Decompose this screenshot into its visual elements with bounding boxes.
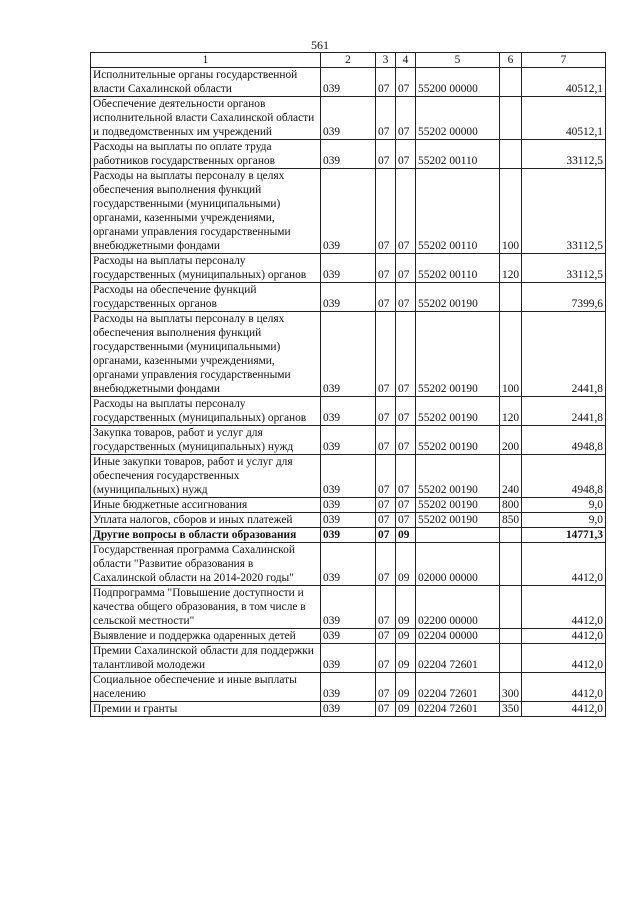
amount-cell: 4948,8 [522, 426, 606, 455]
table-row [91, 586, 606, 629]
amount-cell: 4412,0 [522, 673, 606, 702]
subsection-code-cell: 07 [396, 140, 416, 169]
target-article-cell: 02204 72601 [416, 702, 500, 717]
header-cell-amount: 7 [522, 53, 606, 68]
name-cell: Расходы на выплаты персоналу государственных (муниципальных) органов [91, 397, 321, 426]
name-cell: Премии Сахалинской области для поддержки талантливой молодежи [91, 644, 321, 673]
table-row [91, 140, 606, 169]
amount-cell: 14771,3 [522, 528, 606, 543]
section-code-cell: 07 [376, 140, 396, 169]
expense-type-cell: 300 [500, 673, 522, 702]
target-article-cell: 55202 00190 [416, 455, 500, 498]
expense-type-cell [500, 140, 522, 169]
expense-type-cell: 120 [500, 397, 522, 426]
name-cell: Социальное обеспечение и иные выплаты населению [91, 673, 321, 702]
target-article-cell: 02000 00000 [416, 543, 500, 586]
table-row [91, 68, 606, 97]
ministry-code-cell: 039 [321, 673, 376, 702]
expense-type-cell [500, 543, 522, 586]
ministry-code-cell: 039 [321, 513, 376, 528]
section-code-cell: 07 [376, 629, 396, 644]
amount-cell: 40512,1 [522, 97, 606, 140]
ministry-code-cell: 039 [321, 97, 376, 140]
section-code-cell: 07 [376, 528, 396, 543]
name-cell: Иные закупки товаров, работ и услуг для обеспечения государственных (муниципальных) нужд [91, 455, 321, 498]
section-code-cell: 07 [376, 543, 396, 586]
amount-cell: 33112,5 [522, 254, 606, 283]
name-cell: Другие вопросы в области образования [91, 528, 321, 543]
name-cell: Премии и гранты [91, 702, 321, 717]
name-cell: Иные бюджетные ассигнования [91, 498, 321, 513]
expense-type-cell [500, 644, 522, 673]
table-row [91, 397, 606, 426]
target-article-cell: 55202 00190 [416, 397, 500, 426]
table-row [91, 254, 606, 283]
ministry-code-cell: 039 [321, 586, 376, 629]
subsection-code-cell: 07 [396, 97, 416, 140]
ministry-code-cell: 039 [321, 169, 376, 254]
table-row [91, 528, 606, 543]
ministry-code-cell: 039 [321, 528, 376, 543]
amount-cell: 33112,5 [522, 140, 606, 169]
header-cell-target-article: 5 [416, 53, 500, 68]
target-article-cell: 02204 00000 [416, 629, 500, 644]
subsection-code-cell: 09 [396, 586, 416, 629]
target-article-cell: 02200 00000 [416, 586, 500, 629]
target-article-cell: 55202 00190 [416, 513, 500, 528]
expense-type-cell: 350 [500, 702, 522, 717]
amount-cell: 2441,8 [522, 312, 606, 397]
expense-type-cell: 240 [500, 455, 522, 498]
amount-cell: 2441,8 [522, 397, 606, 426]
name-cell: Выявление и поддержка одаренных детей [91, 629, 321, 644]
section-code-cell: 07 [376, 169, 396, 254]
amount-cell: 4412,0 [522, 702, 606, 717]
subsection-code-cell: 07 [396, 254, 416, 283]
section-code-cell: 07 [376, 513, 396, 528]
subsection-code-cell: 09 [396, 702, 416, 717]
name-cell: Расходы на выплаты персоналу в целях обеспечения выполнения функций государственными (муниципальными) органами, казенными учреждениями, органами управления государственными внебюджетными фондами [91, 312, 321, 397]
expense-type-cell: 200 [500, 426, 522, 455]
table-row [91, 426, 606, 455]
section-code-cell: 07 [376, 455, 396, 498]
section-code-cell: 07 [376, 397, 396, 426]
name-cell: Подпрограмма "Повышение доступности и качества общего образования, в том числе в сельской местности" [91, 586, 321, 629]
ministry-code-cell: 039 [321, 283, 376, 312]
amount-cell: 4948,8 [522, 455, 606, 498]
target-article-cell: 55202 00190 [416, 312, 500, 397]
section-code-cell: 07 [376, 586, 396, 629]
target-article-cell: 55202 00110 [416, 254, 500, 283]
name-cell: Расходы на выплаты персоналу в целях обеспечения выполнения функций государственными (муниципальными) органами, казенными учреждениями, органами управления государственными внебюджетными фондами [91, 169, 321, 254]
page-number: 561 [311, 38, 329, 52]
header-cell-ministry: 2 [321, 53, 376, 68]
ministry-code-cell: 039 [321, 543, 376, 586]
expense-type-cell [500, 283, 522, 312]
header-cell-expense-type: 6 [500, 53, 522, 68]
header-cell-subsection: 4 [396, 53, 416, 68]
amount-cell: 4412,0 [522, 543, 606, 586]
expense-type-cell: 100 [500, 169, 522, 254]
target-article-cell: 55202 00190 [416, 498, 500, 513]
ministry-code-cell: 039 [321, 254, 376, 283]
amount-cell: 7399,6 [522, 283, 606, 312]
ministry-code-cell: 039 [321, 498, 376, 513]
table-row [91, 644, 606, 673]
target-article-cell: 02204 72601 [416, 673, 500, 702]
target-article-cell: 55202 00000 [416, 97, 500, 140]
subsection-code-cell: 09 [396, 543, 416, 586]
expense-type-cell [500, 97, 522, 140]
subsection-code-cell: 07 [396, 455, 416, 498]
name-cell: Закупка товаров, работ и услуг для государственных (муниципальных) нужд [91, 426, 321, 455]
expense-type-cell: 800 [500, 498, 522, 513]
target-article-cell: 55200 00000 [416, 68, 500, 97]
ministry-code-cell: 039 [321, 629, 376, 644]
table-row [91, 543, 606, 586]
table-row [91, 629, 606, 644]
header-cell-name: 1 [91, 53, 321, 68]
section-code-cell: 07 [376, 644, 396, 673]
name-cell: Обеспечение деятельности органов исполнительной власти Сахалинской области и подведомственных им учреждений [91, 97, 321, 140]
section-code-cell: 07 [376, 312, 396, 397]
subsection-code-cell: 09 [396, 644, 416, 673]
subsection-code-cell: 07 [396, 283, 416, 312]
name-cell: Уплата налогов, сборов и иных платежей [91, 513, 321, 528]
section-code-cell: 07 [376, 426, 396, 455]
amount-cell: 4412,0 [522, 586, 606, 629]
table-row [91, 455, 606, 498]
name-cell: Исполнительные органы государственной власти Сахалинской области [91, 68, 321, 97]
section-code-cell: 07 [376, 283, 396, 312]
expense-type-cell: 850 [500, 513, 522, 528]
ministry-code-cell: 039 [321, 68, 376, 97]
ministry-code-cell: 039 [321, 397, 376, 426]
subsection-code-cell: 07 [396, 169, 416, 254]
subsection-code-cell: 07 [396, 513, 416, 528]
name-cell: Расходы на обеспечение функций государственных органов [91, 283, 321, 312]
ministry-code-cell: 039 [321, 312, 376, 397]
table-row [91, 97, 606, 140]
ministry-code-cell: 039 [321, 140, 376, 169]
name-cell: Расходы на выплаты персоналу государственных (муниципальных) органов [91, 254, 321, 283]
table-row [91, 498, 606, 513]
amount-cell: 4412,0 [522, 644, 606, 673]
target-article-cell: 55202 00110 [416, 140, 500, 169]
section-code-cell: 07 [376, 498, 396, 513]
expense-type-cell: 100 [500, 312, 522, 397]
subsection-code-cell: 09 [396, 528, 416, 543]
target-article-cell [416, 528, 500, 543]
expense-type-cell [500, 528, 522, 543]
header-cell-section: 3 [376, 53, 396, 68]
table-header-row [91, 53, 606, 68]
table-row [91, 283, 606, 312]
expense-type-cell [500, 629, 522, 644]
section-code-cell: 07 [376, 97, 396, 140]
budget-table [90, 52, 606, 717]
name-cell: Государственная программа Сахалинской области "Развитие образования в Сахалинской области на 2014-2020 годы" [91, 543, 321, 586]
subsection-code-cell: 09 [396, 673, 416, 702]
ministry-code-cell: 039 [321, 702, 376, 717]
subsection-code-cell: 07 [396, 397, 416, 426]
table-row [91, 673, 606, 702]
expense-type-cell [500, 68, 522, 97]
table-row [91, 312, 606, 397]
subsection-code-cell: 07 [396, 426, 416, 455]
amount-cell: 33112,5 [522, 169, 606, 254]
section-code-cell: 07 [376, 68, 396, 97]
subsection-code-cell: 09 [396, 629, 416, 644]
target-article-cell: 55202 00190 [416, 426, 500, 455]
amount-cell: 9,0 [522, 498, 606, 513]
table-row [91, 169, 606, 254]
ministry-code-cell: 039 [321, 644, 376, 673]
amount-cell: 4412,0 [522, 629, 606, 644]
table-row [91, 513, 606, 528]
subsection-code-cell: 07 [396, 498, 416, 513]
target-article-cell: 02204 72601 [416, 644, 500, 673]
ministry-code-cell: 039 [321, 455, 376, 498]
name-cell: Расходы на выплаты по оплате труда работников государственных органов [91, 140, 321, 169]
section-code-cell: 07 [376, 673, 396, 702]
table-row [91, 702, 606, 717]
amount-cell: 40512,1 [522, 68, 606, 97]
expense-type-cell: 120 [500, 254, 522, 283]
ministry-code-cell: 039 [321, 426, 376, 455]
section-code-cell: 07 [376, 702, 396, 717]
expense-type-cell [500, 586, 522, 629]
target-article-cell: 55202 00190 [416, 283, 500, 312]
subsection-code-cell: 07 [396, 312, 416, 397]
target-article-cell: 55202 00110 [416, 169, 500, 254]
section-code-cell: 07 [376, 254, 396, 283]
amount-cell: 9,0 [522, 513, 606, 528]
subsection-code-cell: 07 [396, 68, 416, 97]
